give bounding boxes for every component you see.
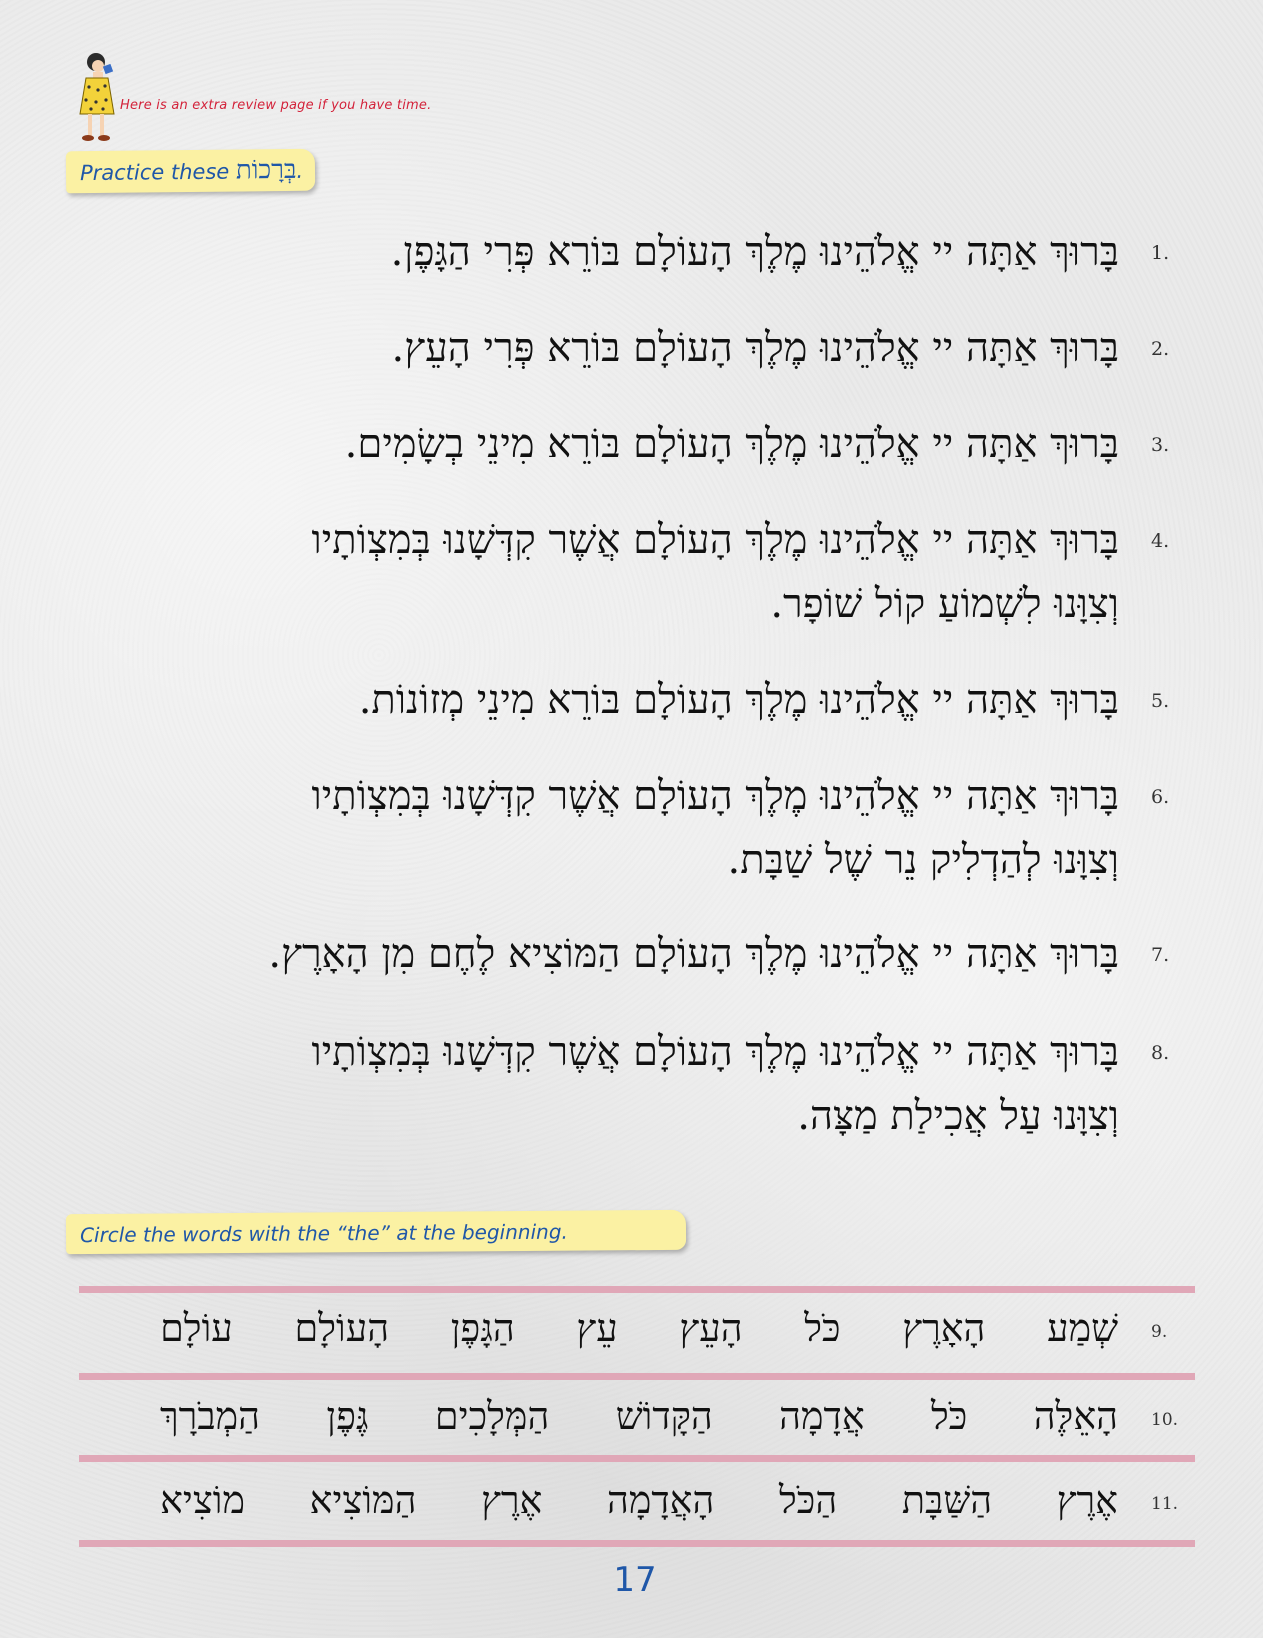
word-option[interactable]: הָאֵלֶּה <box>1033 1394 1118 1438</box>
page-number: 17 <box>613 1560 657 1600</box>
blessing-line: בָּרוּךְ אַתָּה יי אֱלֹהֵינוּ מֶלֶךְ הָעוֹלָם אֲשֶׁר קִדְּשָׁנוּ בְּמִצְוֹתָיו <box>311 773 1119 819</box>
rule-line <box>79 1455 1195 1462</box>
word-option[interactable]: הַקָּדוֹשׁ <box>615 1394 713 1438</box>
blessing-line-continued: וְצִוָּנוּ לִשְׁמוֹעַ קוֹל שׁוֹפָר. <box>770 581 1119 627</box>
blessing-number: 8. <box>1151 1042 1170 1064</box>
word-option[interactable]: אֲדָמָה <box>779 1394 865 1438</box>
blessing-number: 2. <box>1151 338 1170 360</box>
blessing-line: בָּרוּךְ אַתָּה יי אֱלֹהֵינוּ מֶלֶךְ הָעוֹלָם בּוֹרֵא מִינֵי בְשָׂמִים. <box>344 421 1119 467</box>
word-option[interactable]: הָאָרֶץ <box>902 1306 986 1350</box>
blessing-line-continued: וְצִוָּנוּ לְהַדְלִיק נֵר שֶׁל שַׁבָּת. <box>727 837 1119 883</box>
blessing-number: 4. <box>1151 530 1170 552</box>
rule-line <box>79 1373 1195 1380</box>
practice-label-period: . <box>296 158 304 183</box>
word-option[interactable]: הַמְּלָכִים <box>434 1394 550 1438</box>
practice-label <box>66 149 316 194</box>
word-list <box>160 1394 1118 1439</box>
extra-review-note: Here is an extra review page if you have time. <box>120 98 432 113</box>
word-row-number: 10. <box>1151 1410 1179 1430</box>
word-list <box>160 1478 1118 1523</box>
word-option[interactable]: כֹּל <box>804 1306 841 1350</box>
word-option[interactable]: אֶרֶץ <box>481 1478 543 1522</box>
rule-line <box>79 1286 1195 1293</box>
word-option[interactable]: הָעוֹלָם <box>294 1306 390 1350</box>
word-option[interactable]: עוֹלָם <box>160 1306 233 1350</box>
blessing-line: בָּרוּךְ אַתָּה יי אֱלֹהֵינוּ מֶלֶךְ הָעוֹלָם אֲשֶׁר קִדְּשָׁנוּ בְּמִצְוֹתָיו <box>311 1029 1119 1075</box>
blessing-line-continued: וְצִוָּנוּ עַל אֲכִילַת מַצָּה. <box>797 1093 1119 1139</box>
word-option[interactable]: אֶרֶץ <box>1056 1478 1118 1522</box>
word-option[interactable]: הַשַּׁבָּת <box>901 1478 993 1522</box>
word-option[interactable]: עֵץ <box>576 1306 618 1350</box>
word-option[interactable]: שְׁמַע <box>1047 1306 1118 1350</box>
circle-instruction-label: Circle the words with the “the” at the beginning. <box>66 1210 686 1254</box>
blessing-line: בָּרוּךְ אַתָּה יי אֱלֹהֵינוּ מֶלֶךְ הָעוֹלָם בּוֹרֵא פְּרִי הָעֵץ. <box>391 325 1119 371</box>
word-option[interactable]: הָאֲדָמָה <box>607 1478 715 1522</box>
word-option[interactable]: מוֹצִיא <box>160 1478 245 1522</box>
blessing-line: בָּרוּךְ אַתָּה יי אֱלֹהֵינוּ מֶלֶךְ הָעוֹלָם בּוֹרֵא מִינֵי מְזוֹנוֹת. <box>358 677 1119 723</box>
word-option[interactable]: הַכֹּל <box>778 1478 838 1522</box>
word-row-number: 11. <box>1151 1494 1179 1514</box>
word-option[interactable]: הַגָּפֶן <box>450 1306 515 1350</box>
word-option[interactable]: גֶּפֶן <box>326 1394 369 1438</box>
blessing-number: 5. <box>1151 690 1170 712</box>
word-option[interactable]: הַמְבֹרָךְ <box>160 1394 261 1438</box>
word-option[interactable]: הַמּוֹצִיא <box>309 1478 417 1522</box>
blessing-line: בָּרוּךְ אַתָּה יי אֱלֹהֵינוּ מֶלֶךְ הָעוֹלָם בּוֹרֵא פְּרִי הַגָּפֶן. <box>390 229 1119 275</box>
word-row-9 <box>0 1300 1263 1380</box>
word-option[interactable]: הָעֵץ <box>679 1306 743 1350</box>
blessing-number: 6. <box>1151 786 1170 808</box>
word-row-number: 9. <box>1151 1322 1168 1342</box>
blessing-number: 1. <box>1151 242 1170 264</box>
word-list <box>160 1306 1118 1351</box>
blessing-line: בָּרוּךְ אַתָּה יי אֱלֹהֵינוּ מֶלֶךְ הָעוֹלָם אֲשֶׁר קִדְּשָׁנוּ בְּמִצְוֹתָיו <box>311 517 1119 563</box>
practice-label-hebrew: בְּרָכוֹת <box>235 154 297 186</box>
blessing-number: 3. <box>1151 434 1170 456</box>
word-option[interactable]: כֹּל <box>930 1394 968 1438</box>
blessing-number: 7. <box>1151 944 1170 966</box>
practice-label-text: Practice these <box>79 159 230 186</box>
girl-illustration <box>74 52 122 144</box>
rule-line <box>79 1540 1195 1547</box>
blessing-line: בָּרוּךְ אַתָּה יי אֱלֹהֵינוּ מֶלֶךְ הָעוֹלָם הַמּוֹצִיא לֶחֶם מִן הָאָרֶץ. <box>268 931 1119 977</box>
